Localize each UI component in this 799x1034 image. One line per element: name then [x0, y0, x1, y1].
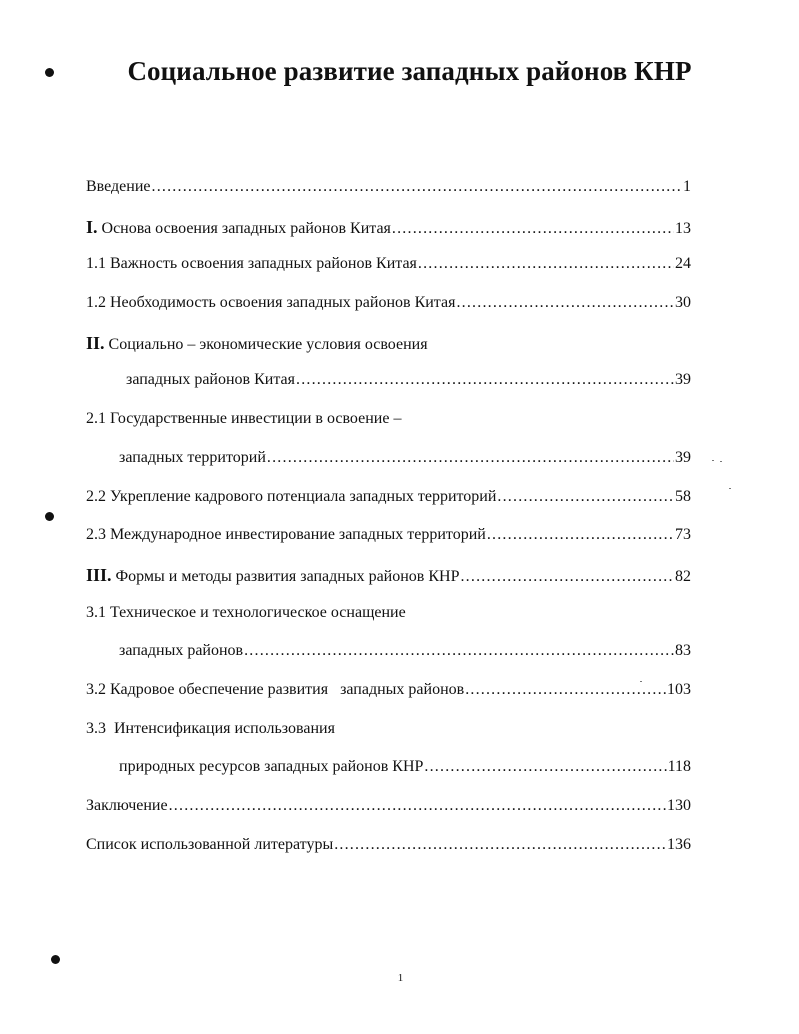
toc-entry-2-3[interactable]: [86, 526, 691, 565]
margin-bullet-middle: [45, 512, 54, 521]
table-of-contents: [86, 178, 691, 874]
dot-leader: [465, 681, 666, 699]
chapter-title: Формы и методы развития западных районов КНР: [111, 567, 460, 585]
dot-leader: [296, 371, 674, 389]
toc-entry-3-3[interactable]: [86, 720, 691, 759]
toc-entry-chapter-2[interactable]: [86, 333, 691, 372]
toc-entry-text: западных районов Китая: [126, 371, 295, 389]
toc-page-number: 13: [675, 219, 691, 237]
scan-speck: [729, 488, 731, 489]
toc-entry-1-2[interactable]: [86, 294, 691, 333]
toc-page-number: 118: [667, 758, 691, 776]
dot-leader: [392, 220, 674, 238]
toc-entry-text: 3.3 Интенсификация использования: [86, 719, 335, 737]
toc-page-number: 39: [675, 371, 691, 389]
toc-page-number: 73: [675, 526, 691, 544]
toc-entry-2-2[interactable]: [86, 488, 691, 527]
chapter-title: Социально – экономические условия освоения: [104, 335, 428, 353]
toc-entry-text: Заключение: [86, 797, 168, 814]
toc-entry-3-1[interactable]: [86, 604, 691, 643]
dot-leader: [497, 488, 674, 506]
toc-entry-text: [86, 217, 391, 238]
toc-page-number: 82: [675, 567, 691, 585]
toc-entry-chapter-2-cont[interactable]: [86, 371, 691, 410]
toc-page-number: 1: [683, 178, 691, 195]
toc-entry-intro[interactable]: [86, 178, 691, 217]
toc-page-number: 30: [675, 294, 691, 312]
toc-entry-3-1-cont[interactable]: [86, 642, 691, 681]
toc-entry-1-1[interactable]: [86, 255, 691, 294]
dot-leader: [460, 568, 674, 586]
toc-page-number: 83: [675, 642, 691, 660]
toc-entry-3-3-cont[interactable]: [86, 758, 691, 797]
toc-entry-2-1[interactable]: [86, 410, 691, 449]
toc-entry-text: западных территорий: [119, 448, 266, 466]
dot-leader: [456, 294, 674, 312]
chapter-numeral: III.: [86, 564, 112, 585]
toc-entry-chapter-1[interactable]: [86, 217, 691, 256]
toc-entry-text: [86, 565, 459, 586]
toc-page-number: 39: [675, 448, 691, 466]
toc-page-number: 58: [675, 487, 691, 505]
toc-entry-conclusion[interactable]: [86, 797, 691, 836]
dot-leader: [334, 836, 666, 854]
toc-entry-text: [86, 333, 428, 354]
toc-entry-text: 2.1 Государственные инвестиции в освоение –: [86, 410, 402, 428]
dot-leader: [267, 449, 674, 467]
toc-entry-text: Список использованной литературы: [86, 835, 334, 853]
toc-entry-text: 2.3 Международное инвестирование западных территорий: [86, 526, 486, 544]
toc-entry-3-2[interactable]: [86, 681, 691, 720]
toc-entry-text: западных районов: [119, 642, 244, 660]
dot-leader: [152, 178, 683, 196]
chapter-title: Основа освоения западных районов Китая: [97, 219, 391, 237]
toc-page-number: 136: [667, 835, 691, 853]
chapter-numeral: I.: [86, 216, 98, 237]
page-footer-number: 1: [397, 972, 404, 984]
toc-page-number: 130: [667, 797, 691, 814]
toc-page-number: 103: [667, 680, 691, 698]
toc-page-number: 24: [675, 255, 691, 273]
toc-entry-text: Введение: [86, 178, 151, 195]
dot-leader: [169, 797, 666, 815]
dot-leader: [487, 526, 674, 544]
scan-speck: [720, 461, 722, 462]
toc-entry-text: 3.1 Техническое и технологическое оснащение: [86, 603, 406, 621]
page-title: Социальное развитие западных районов КНР: [127, 56, 692, 86]
dot-leader: [244, 642, 674, 660]
toc-entry-text: 2.2 Укрепление кадрового потенциала западных территорий: [86, 487, 497, 505]
toc-entry-bibliography[interactable]: [86, 836, 691, 875]
toc-entry-text: 1.1 Важность освоения западных районов Китая: [86, 255, 417, 273]
dot-leader: [418, 255, 674, 273]
chapter-numeral: II.: [86, 332, 105, 353]
margin-bullet-bottom: [51, 955, 60, 964]
scan-speck: [712, 460, 714, 461]
toc-entry-text: 1.2 Необходимость освоения западных районов Китая: [86, 294, 456, 312]
toc-entry-text: 3.2 Кадровое обеспечение развития западных районов: [86, 680, 465, 698]
toc-entry-2-1-cont[interactable]: [86, 449, 691, 488]
toc-entry-chapter-3[interactable]: [86, 565, 691, 604]
toc-entry-text: природных ресурсов западных районов КНР: [119, 758, 424, 776]
dot-leader: [424, 758, 666, 776]
